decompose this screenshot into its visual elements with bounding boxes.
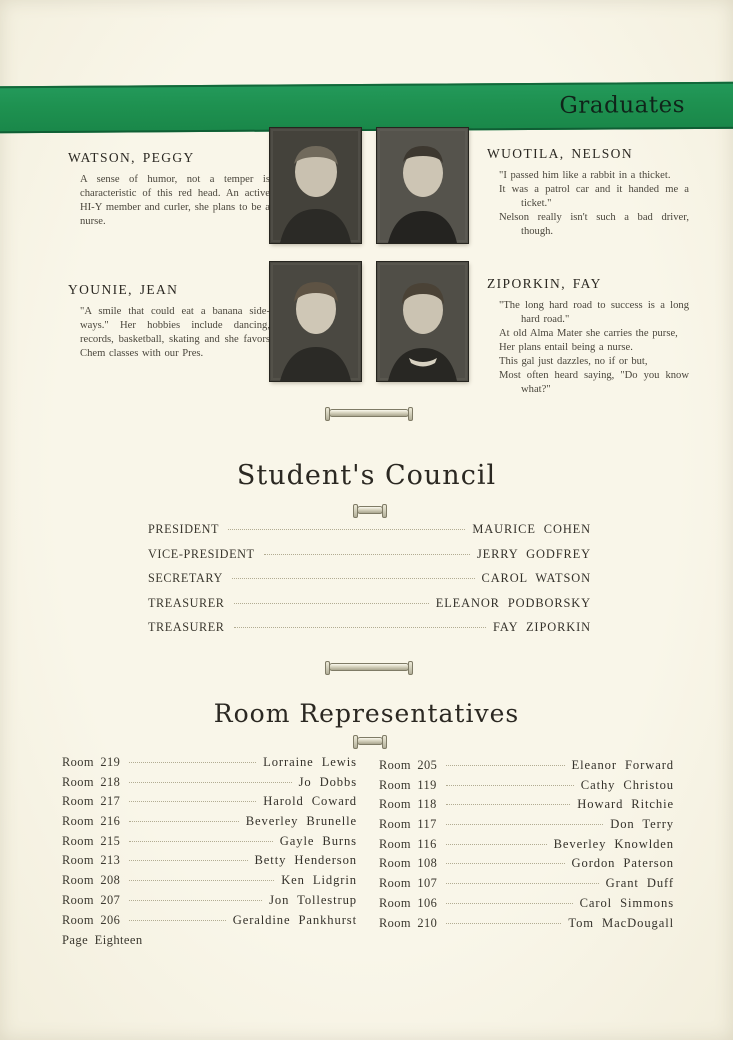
room-number: Room 108 — [379, 856, 438, 871]
rep-name: Gordon Paterson — [571, 856, 674, 871]
council-member-name: FAY ZIPORKIN — [493, 620, 591, 635]
room-number: Room 119 — [379, 777, 437, 792]
room-number: Room 208 — [62, 873, 121, 888]
dotted-leader — [234, 627, 486, 628]
portrait-photo-wuotila-nelson — [377, 128, 468, 243]
bio-line: At old Alma Mater she carries the purse, — [499, 327, 678, 339]
rep-name: Beverley Brunelle — [245, 814, 357, 829]
dotted-leader — [228, 529, 465, 530]
room-number: Room 205 — [379, 758, 438, 772]
bio-line: "The long hard road to success is a long hard road." — [499, 300, 689, 325]
council-row — [148, 522, 591, 547]
council-office: TREASURER — [148, 620, 225, 635]
dotted-leader — [232, 578, 475, 579]
room-number: Room 107 — [379, 876, 438, 891]
room-rep-row — [62, 775, 357, 795]
room-reps-section-title: Room Representatives — [213, 699, 520, 728]
bio-line: It was a patrol car and it handed me a ticket." — [499, 183, 689, 209]
room-rep-row — [379, 837, 674, 857]
council-section-title: Student's Council — [236, 460, 497, 491]
room-rep-row — [379, 916, 674, 936]
rep-name: Lorraine Lewis — [263, 755, 357, 769]
room-rep-row — [62, 873, 357, 893]
dotted-leader — [129, 920, 226, 921]
dotted-leader — [446, 903, 572, 904]
bio-line: This gal just dazzles, no if or but, — [499, 355, 648, 367]
room-reps-left-column — [62, 755, 357, 932]
student-name: ZIPORKIN, FAY — [487, 276, 602, 291]
student-bio-text — [487, 169, 689, 239]
portrait-silhouette — [270, 128, 361, 243]
dotted-leader — [264, 554, 470, 555]
dotted-leader — [446, 804, 571, 805]
banner-title: Graduates — [559, 92, 686, 119]
room-rep-row — [379, 817, 674, 837]
room-rep-row — [379, 797, 674, 817]
scroll-divider — [327, 663, 411, 671]
room-rep-row — [62, 834, 357, 854]
student-entry-watson-peggy — [68, 150, 270, 229]
room-number: Room 213 — [62, 853, 121, 868]
room-rep-row — [62, 755, 357, 775]
room-number: Room 218 — [62, 774, 121, 789]
council-member-name: CAROL WATSON — [481, 571, 591, 586]
council-row — [148, 571, 591, 596]
rep-name: Tom MacDougall — [568, 915, 674, 930]
dotted-leader — [129, 860, 247, 861]
rep-name: Cathy Christou — [580, 777, 674, 792]
dotted-leader — [446, 765, 564, 766]
rep-name: Beverley Knowlden — [553, 836, 674, 851]
council-row — [148, 547, 591, 572]
dotted-leader — [446, 923, 561, 924]
rep-name: Geraldine Pankhurst — [232, 912, 357, 927]
room-rep-row — [379, 876, 674, 896]
student-bio-text: "A smile that could eat a banana side-ways." Her hobbies include dancing, records, basketball, skating and she favors Chem classes with our Pres. — [80, 306, 270, 359]
rep-name: Jon Tollestrup — [269, 892, 357, 907]
rep-name: Gayle Burns — [279, 833, 357, 848]
rep-name: Betty Henderson — [254, 853, 357, 868]
rep-name: Grant Duff — [605, 876, 674, 891]
room-rep-row — [62, 814, 357, 834]
dotted-leader — [129, 762, 256, 763]
room-number: Room 210 — [379, 915, 438, 930]
council-office: PRESIDENT — [148, 522, 220, 536]
room-rep-row — [379, 896, 674, 916]
portrait-photo-watson-peggy — [270, 128, 361, 243]
council-member-name: JERRY GODFREY — [476, 546, 591, 561]
page-number-label: Page Eighteen — [62, 933, 143, 947]
council-member-name: MAURICE COHEN — [472, 522, 591, 536]
student-name: WATSON, PEGGY — [68, 150, 195, 165]
dotted-leader — [446, 824, 603, 825]
council-office: TREASURER — [148, 595, 225, 610]
rep-name: Carol Simmons — [579, 895, 674, 910]
student-entry-younie-jean — [68, 282, 270, 361]
rep-name: Ken Lidgrin — [281, 873, 357, 888]
student-entry-wuotila-nelson — [487, 146, 689, 239]
room-reps-right-column — [379, 758, 674, 935]
council-list — [148, 522, 591, 645]
student-bio-text — [487, 299, 689, 397]
council-member-name: ELEANOR PODBORSKY — [435, 595, 591, 610]
room-number: Room 215 — [62, 833, 121, 848]
rep-name: Eleanor Forward — [571, 758, 674, 772]
bio-line: Most often heard saying, "Do you know what?" — [499, 369, 689, 395]
room-number: Room 216 — [62, 814, 121, 829]
portrait-silhouette — [270, 262, 361, 381]
scroll-divider — [355, 506, 385, 514]
rep-name: Harold Coward — [263, 794, 357, 809]
portrait-silhouette — [377, 262, 468, 381]
student-bio-text: A sense of humor, not a temper is characteristic of this red head. An active HI-Y member and curler, she plans to be a nurse. — [80, 174, 270, 227]
bio-line: "I passed him like a rabbit in a thicket. — [499, 170, 671, 181]
dotted-leader — [234, 603, 429, 604]
dotted-leader — [446, 844, 547, 845]
dotted-leader — [129, 880, 274, 881]
scroll-divider — [355, 737, 385, 745]
dotted-leader — [129, 801, 256, 802]
rep-name: Don Terry — [610, 817, 674, 832]
room-rep-row — [379, 778, 674, 798]
dotted-leader — [129, 782, 291, 783]
room-rep-row — [62, 913, 357, 933]
student-name: WUOTILA, NELSON — [487, 146, 633, 161]
room-number: Room 206 — [62, 912, 121, 927]
dotted-leader — [129, 900, 262, 901]
dotted-leader — [446, 883, 598, 884]
rep-name: Howard Ritchie — [577, 797, 674, 812]
portrait-silhouette — [377, 128, 468, 243]
council-row — [148, 596, 591, 621]
dotted-leader — [129, 841, 273, 842]
room-rep-row — [379, 856, 674, 876]
room-rep-row — [62, 893, 357, 913]
bio-line: Her plans entail being a nurse. — [499, 341, 633, 353]
graduates-banner — [0, 82, 733, 134]
room-number: Room 117 — [379, 817, 437, 832]
room-rep-row — [379, 758, 674, 778]
room-number: Room 219 — [62, 755, 121, 769]
room-number: Room 118 — [379, 797, 437, 812]
portrait-photo-ziporkin-fay — [377, 262, 468, 381]
room-number: Room 106 — [379, 895, 438, 910]
dotted-leader — [129, 821, 239, 822]
room-rep-row — [62, 794, 357, 814]
room-rep-row — [62, 853, 357, 873]
room-number: Room 217 — [62, 794, 121, 809]
council-row — [148, 620, 591, 645]
rep-name: Jo Dobbs — [298, 774, 357, 789]
scroll-divider — [327, 409, 411, 417]
council-office: VICE-PRESIDENT — [148, 546, 255, 561]
dotted-leader — [446, 785, 574, 786]
dotted-leader — [446, 863, 564, 864]
bio-line: Nelson really isn't such a bad driver, though. — [499, 211, 689, 237]
student-name: YOUNIE, JEAN — [68, 282, 179, 297]
council-office: SECRETARY — [148, 571, 223, 586]
room-number: Room 116 — [379, 836, 437, 851]
student-entry-ziporkin-fay — [487, 276, 689, 397]
room-number: Room 207 — [62, 892, 121, 907]
portrait-photo-younie-jean — [270, 262, 361, 381]
